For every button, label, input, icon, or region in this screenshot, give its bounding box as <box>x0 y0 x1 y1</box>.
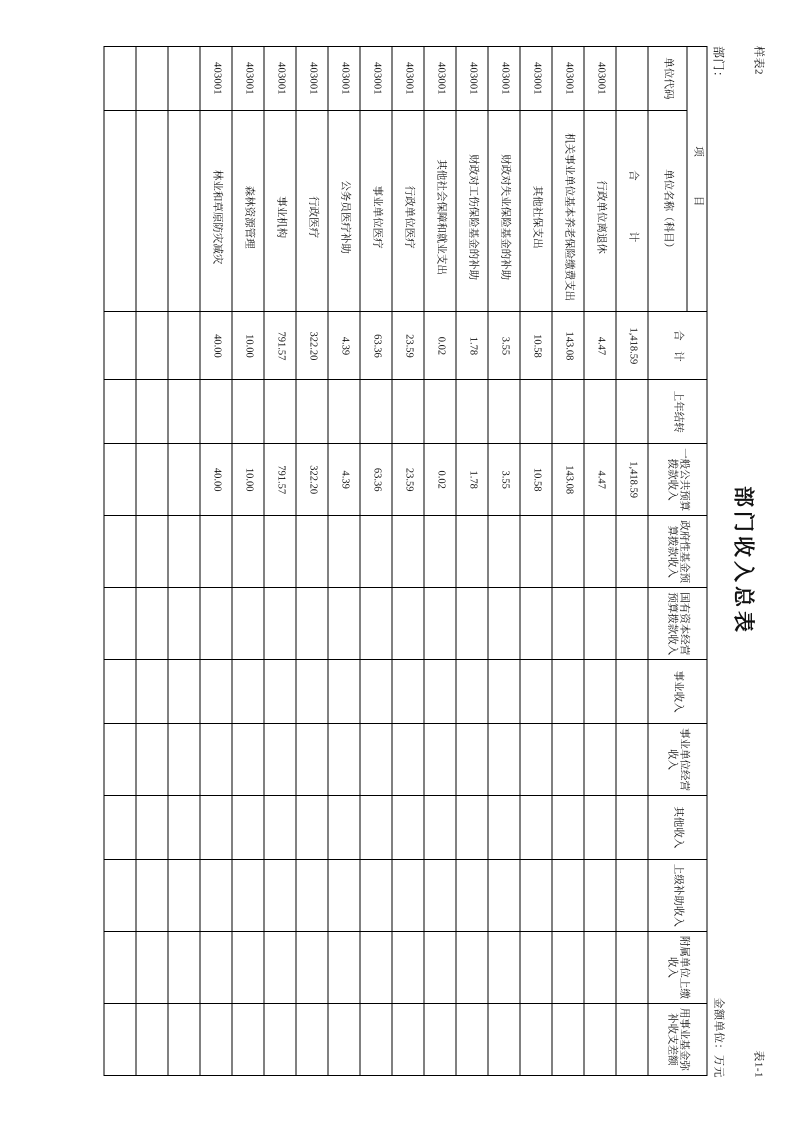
cell-total: 3.55 <box>488 312 520 380</box>
cell-pub_budget: 10.58 <box>520 444 552 516</box>
cell-upper_sub <box>328 859 360 931</box>
cell-unit-name: 机关事业单位基本养老保险缴费支出 <box>552 110 584 312</box>
cell-biz_unit_op <box>200 724 232 796</box>
cell-fund_subsidy <box>200 1003 232 1075</box>
cell-unit-code: 403001 <box>424 47 456 111</box>
cell-gov_fund <box>520 516 552 588</box>
cell-unit-name: 林业和草原防灾减灾 <box>200 110 232 312</box>
cell-carryover <box>392 380 424 444</box>
cell-carryover <box>616 380 648 444</box>
table-row <box>136 47 168 1076</box>
cell-carryover <box>360 380 392 444</box>
cell-other <box>136 796 168 860</box>
cell-upper_sub <box>488 859 520 931</box>
cell-unit-name <box>136 110 168 312</box>
table-row <box>424 47 456 1076</box>
cell-unit-name: 财政对失业保险基金的补助 <box>488 110 520 312</box>
cell-gov_fund <box>296 516 328 588</box>
header-col-biz-unit-op <box>648 724 707 796</box>
cell-other <box>360 796 392 860</box>
cell-unit-code: 403001 <box>360 47 392 111</box>
cell-soe_capital <box>552 588 584 660</box>
cell-other <box>168 796 200 860</box>
cell-biz_unit_op <box>360 724 392 796</box>
cell-upper_sub <box>552 859 584 931</box>
cell-upper_sub <box>584 859 616 931</box>
cell-upper_sub <box>136 859 168 931</box>
cell-business <box>136 660 168 724</box>
cell-fund_subsidy <box>520 1003 552 1075</box>
cell-gov_fund <box>328 516 360 588</box>
cell-fund_subsidy <box>424 1003 456 1075</box>
cell-gov_fund <box>488 516 520 588</box>
cell-gov_fund <box>616 516 648 588</box>
cell-total: 0.02 <box>424 312 456 380</box>
cell-pub_budget: 23.59 <box>392 444 424 516</box>
cell-soe_capital <box>392 588 424 660</box>
cell-carryover <box>232 380 264 444</box>
cell-other <box>488 796 520 860</box>
cell-business <box>264 660 296 724</box>
cell-affiliate <box>360 931 392 1003</box>
cell-unit-name: 森林资源管理 <box>232 110 264 312</box>
cell-pub_budget: 40.00 <box>200 444 232 516</box>
cell-unit-name <box>168 110 200 312</box>
header-col-fund-subsidy <box>648 1003 707 1075</box>
cell-carryover <box>456 380 488 444</box>
cell-unit-code <box>136 47 168 111</box>
form-number-label: 表1-1 <box>752 1050 764 1078</box>
cell-other <box>584 796 616 860</box>
header-project-group: 项 目 <box>687 47 707 312</box>
cell-pub_budget: 4.39 <box>328 444 360 516</box>
header-col-unit-code: 单位代码 <box>648 47 687 111</box>
cell-gov_fund <box>392 516 424 588</box>
cell-unit-code: 403001 <box>264 47 296 111</box>
cell-business <box>552 660 584 724</box>
cell-affiliate <box>424 931 456 1003</box>
cell-carryover <box>488 380 520 444</box>
cell-soe_capital <box>360 588 392 660</box>
page-title: 部门收入总表 <box>731 486 755 636</box>
table-row <box>584 47 616 1076</box>
cell-affiliate <box>392 931 424 1003</box>
cell-gov_fund <box>584 516 616 588</box>
cell-unit-name: 行政医疗 <box>296 110 328 312</box>
cell-carryover <box>328 380 360 444</box>
table-row <box>168 47 200 1076</box>
cell-fund_subsidy <box>328 1003 360 1075</box>
cell-total: 791.57 <box>264 312 296 380</box>
cell-pub_budget: 3.55 <box>488 444 520 516</box>
cell-carryover <box>424 380 456 444</box>
cell-gov_fund <box>456 516 488 588</box>
table-row <box>520 47 552 1076</box>
cell-pub_budget: 322.20 <box>296 444 328 516</box>
cell-business <box>360 660 392 724</box>
cell-business <box>520 660 552 724</box>
cell-unit-code: 403001 <box>488 47 520 111</box>
cell-upper_sub <box>232 859 264 931</box>
cell-business <box>488 660 520 724</box>
cell-soe_capital <box>136 588 168 660</box>
cell-upper_sub <box>264 859 296 931</box>
cell-business <box>584 660 616 724</box>
header-col-fund-subsidy-text: 用事业基金弥 补收支差额 <box>666 1007 690 1071</box>
cell-affiliate <box>328 931 360 1003</box>
cell-upper_sub <box>392 859 424 931</box>
cell-fund_subsidy <box>264 1003 296 1075</box>
cell-unit-code: 403001 <box>392 47 424 111</box>
cell-pub_budget <box>104 444 136 516</box>
cell-pub_budget: 143.08 <box>552 444 584 516</box>
cell-business <box>296 660 328 724</box>
cell-fund_subsidy <box>232 1003 264 1075</box>
cell-total: 10.00 <box>232 312 264 380</box>
cell-total <box>104 312 136 380</box>
cell-soe_capital <box>200 588 232 660</box>
cell-soe_capital <box>232 588 264 660</box>
cell-fund_subsidy <box>488 1003 520 1075</box>
cell-biz_unit_op <box>136 724 168 796</box>
cell-upper_sub <box>104 859 136 931</box>
cell-carryover <box>264 380 296 444</box>
cell-fund_subsidy <box>584 1003 616 1075</box>
cell-upper_sub <box>424 859 456 931</box>
cell-other <box>328 796 360 860</box>
cell-business <box>616 660 648 724</box>
cell-unit-code: 403001 <box>200 47 232 111</box>
cell-biz_unit_op <box>584 724 616 796</box>
cell-other <box>520 796 552 860</box>
cell-business <box>456 660 488 724</box>
cell-soe_capital <box>584 588 616 660</box>
cell-affiliate <box>136 931 168 1003</box>
cell-affiliate <box>104 931 136 1003</box>
cell-unit-code: 403001 <box>520 47 552 111</box>
cell-total: 4.47 <box>584 312 616 380</box>
cell-biz_unit_op <box>232 724 264 796</box>
cell-business <box>392 660 424 724</box>
cell-other <box>296 796 328 860</box>
cell-business <box>104 660 136 724</box>
header-col-unit-name: 单位名称（科目） <box>648 110 687 312</box>
cell-biz_unit_op <box>392 724 424 796</box>
cell-other <box>456 796 488 860</box>
table-row <box>232 47 264 1076</box>
cell-pub_budget: 791.57 <box>264 444 296 516</box>
cell-biz_unit_op <box>520 724 552 796</box>
header-col-soe-capital-text: 国有资本经营 预算拨款收入 <box>666 592 690 656</box>
cell-affiliate <box>584 931 616 1003</box>
cell-affiliate <box>232 931 264 1003</box>
header-col-pub-budget-text: 一般公共预算 拨款收入 <box>666 448 690 512</box>
cell-affiliate <box>488 931 520 1003</box>
header-col-affiliate-text: 附属单位上缴 收入 <box>666 935 690 999</box>
cell-unit-name: 行政单位离退休 <box>584 110 616 312</box>
header-row-group <box>687 47 707 1076</box>
cell-gov_fund <box>232 516 264 588</box>
cell-unit-code: 403001 <box>232 47 264 111</box>
cell-other <box>552 796 584 860</box>
cell-fund_subsidy <box>296 1003 328 1075</box>
cell-business <box>168 660 200 724</box>
department-label: 部门： <box>711 46 725 84</box>
cell-carryover <box>200 380 232 444</box>
cell-biz_unit_op <box>456 724 488 796</box>
cell-pub_budget <box>168 444 200 516</box>
cell-biz_unit_op <box>264 724 296 796</box>
cell-soe_capital <box>456 588 488 660</box>
cell-unit-name <box>104 110 136 312</box>
cell-pub_budget <box>136 444 168 516</box>
cell-total: 1.78 <box>456 312 488 380</box>
cell-fund_subsidy <box>456 1003 488 1075</box>
cell-soe_capital <box>296 588 328 660</box>
cell-other <box>232 796 264 860</box>
cell-gov_fund <box>424 516 456 588</box>
cell-soe_capital <box>424 588 456 660</box>
cell-business <box>232 660 264 724</box>
cell-business <box>424 660 456 724</box>
cell-affiliate <box>168 931 200 1003</box>
cell-unit-name: 合 计 <box>616 110 648 312</box>
table-header <box>648 47 707 1076</box>
cell-biz_unit_op <box>488 724 520 796</box>
cell-soe_capital <box>616 588 648 660</box>
cell-unit-code: 403001 <box>328 47 360 111</box>
cell-unit-code <box>168 47 200 111</box>
cell-business <box>200 660 232 724</box>
cell-soe_capital <box>488 588 520 660</box>
table-body <box>104 47 648 1076</box>
table-row <box>104 47 136 1076</box>
cell-fund_subsidy <box>168 1003 200 1075</box>
header-col-affiliate <box>648 931 707 1003</box>
cell-unit-name: 公务员医疗补助 <box>328 110 360 312</box>
header-col-upper-sub: 上级补助收入 <box>648 859 707 931</box>
cell-total: 40.00 <box>200 312 232 380</box>
cell-carryover <box>168 380 200 444</box>
cell-upper_sub <box>616 859 648 931</box>
cell-gov_fund <box>136 516 168 588</box>
sample-label: 样表2 <box>752 46 764 75</box>
header-col-carryover: 上年结转 <box>648 380 707 444</box>
cell-total: 23.59 <box>392 312 424 380</box>
header-col-pub-budget <box>648 444 707 516</box>
header-col-biz-unit-op-text: 事业单位经营 收入 <box>666 728 690 792</box>
cell-fund_subsidy <box>136 1003 168 1075</box>
cell-other <box>424 796 456 860</box>
cell-other <box>392 796 424 860</box>
table-row <box>200 47 232 1076</box>
cell-fund_subsidy <box>552 1003 584 1075</box>
cell-unit-code: 403001 <box>456 47 488 111</box>
cell-total <box>168 312 200 380</box>
cell-pub_budget: 1,418.59 <box>616 444 648 516</box>
cell-other <box>616 796 648 860</box>
cell-upper_sub <box>456 859 488 931</box>
cell-gov_fund <box>168 516 200 588</box>
cell-biz_unit_op <box>104 724 136 796</box>
cell-soe_capital <box>168 588 200 660</box>
cell-affiliate <box>296 931 328 1003</box>
header-col-gov-fund-text: 政府性基金预 算拨款收入 <box>666 520 690 584</box>
cell-affiliate <box>264 931 296 1003</box>
cell-soe_capital <box>328 588 360 660</box>
cell-unit-name: 行政单位医疗 <box>392 110 424 312</box>
cell-unit-code: 403001 <box>584 47 616 111</box>
table-row <box>456 47 488 1076</box>
cell-other <box>104 796 136 860</box>
header-col-gov-fund <box>648 516 707 588</box>
cell-upper_sub <box>200 859 232 931</box>
header-col-business: 事业收入 <box>648 660 707 724</box>
cell-affiliate <box>520 931 552 1003</box>
cell-gov_fund <box>360 516 392 588</box>
cell-other <box>200 796 232 860</box>
header-col-other: 其他收入 <box>648 796 707 860</box>
cell-pub_budget: 0.02 <box>424 444 456 516</box>
table-row <box>552 47 584 1076</box>
cell-unit-code <box>616 47 648 111</box>
cell-total: 4.39 <box>328 312 360 380</box>
cell-upper_sub <box>168 859 200 931</box>
cell-unit-name: 财政对工伤保险基金的补助 <box>456 110 488 312</box>
cell-total <box>136 312 168 380</box>
cell-gov_fund <box>200 516 232 588</box>
cell-biz_unit_op <box>168 724 200 796</box>
cell-carryover <box>136 380 168 444</box>
table-row <box>296 47 328 1076</box>
table-row <box>392 47 424 1076</box>
cell-pub_budget: 4.47 <box>584 444 616 516</box>
cell-fund_subsidy <box>360 1003 392 1075</box>
cell-total: 143.08 <box>552 312 584 380</box>
cell-gov_fund <box>264 516 296 588</box>
table-row <box>328 47 360 1076</box>
table-row <box>360 47 392 1076</box>
cell-fund_subsidy <box>616 1003 648 1075</box>
cell-upper_sub <box>296 859 328 931</box>
cell-carryover <box>552 380 584 444</box>
cell-gov_fund <box>552 516 584 588</box>
cell-pub_budget: 10.00 <box>232 444 264 516</box>
cell-pub_budget: 63.36 <box>360 444 392 516</box>
cell-upper_sub <box>360 859 392 931</box>
cell-affiliate <box>456 931 488 1003</box>
cell-affiliate <box>552 931 584 1003</box>
cell-unit-name: 其他社保支出 <box>520 110 552 312</box>
cell-unit-code <box>104 47 136 111</box>
cell-unit-name: 事业单位医疗 <box>360 110 392 312</box>
cell-carryover <box>520 380 552 444</box>
cell-carryover <box>584 380 616 444</box>
cell-gov_fund <box>104 516 136 588</box>
cell-fund_subsidy <box>392 1003 424 1075</box>
cell-biz_unit_op <box>424 724 456 796</box>
table-row <box>488 47 520 1076</box>
cell-carryover <box>296 380 328 444</box>
cell-total: 63.36 <box>360 312 392 380</box>
cell-biz_unit_op <box>616 724 648 796</box>
cell-carryover <box>104 380 136 444</box>
cell-unit-code: 403001 <box>296 47 328 111</box>
cell-unit-name: 事业机构 <box>264 110 296 312</box>
income-summary-table <box>103 46 707 1076</box>
cell-soe_capital <box>104 588 136 660</box>
cell-unit-code: 403001 <box>552 47 584 111</box>
cell-affiliate <box>616 931 648 1003</box>
cell-other <box>264 796 296 860</box>
table-row <box>616 47 648 1076</box>
cell-business <box>328 660 360 724</box>
header-col-soe-capital <box>648 588 707 660</box>
cell-biz_unit_op <box>328 724 360 796</box>
cell-biz_unit_op <box>552 724 584 796</box>
amount-unit-label: 金额单位：万元 <box>712 997 724 1078</box>
table-row <box>264 47 296 1076</box>
cell-total: 1,418.59 <box>616 312 648 380</box>
header-col-total: 合 计 <box>648 312 707 380</box>
cell-soe_capital <box>520 588 552 660</box>
cell-upper_sub <box>520 859 552 931</box>
cell-unit-name: 其他社会保障和就业支出 <box>424 110 456 312</box>
cell-total: 10.58 <box>520 312 552 380</box>
cell-pub_budget: 1.78 <box>456 444 488 516</box>
cell-soe_capital <box>264 588 296 660</box>
cell-biz_unit_op <box>296 724 328 796</box>
cell-fund_subsidy <box>104 1003 136 1075</box>
cell-affiliate <box>200 931 232 1003</box>
cell-total: 322.20 <box>296 312 328 380</box>
